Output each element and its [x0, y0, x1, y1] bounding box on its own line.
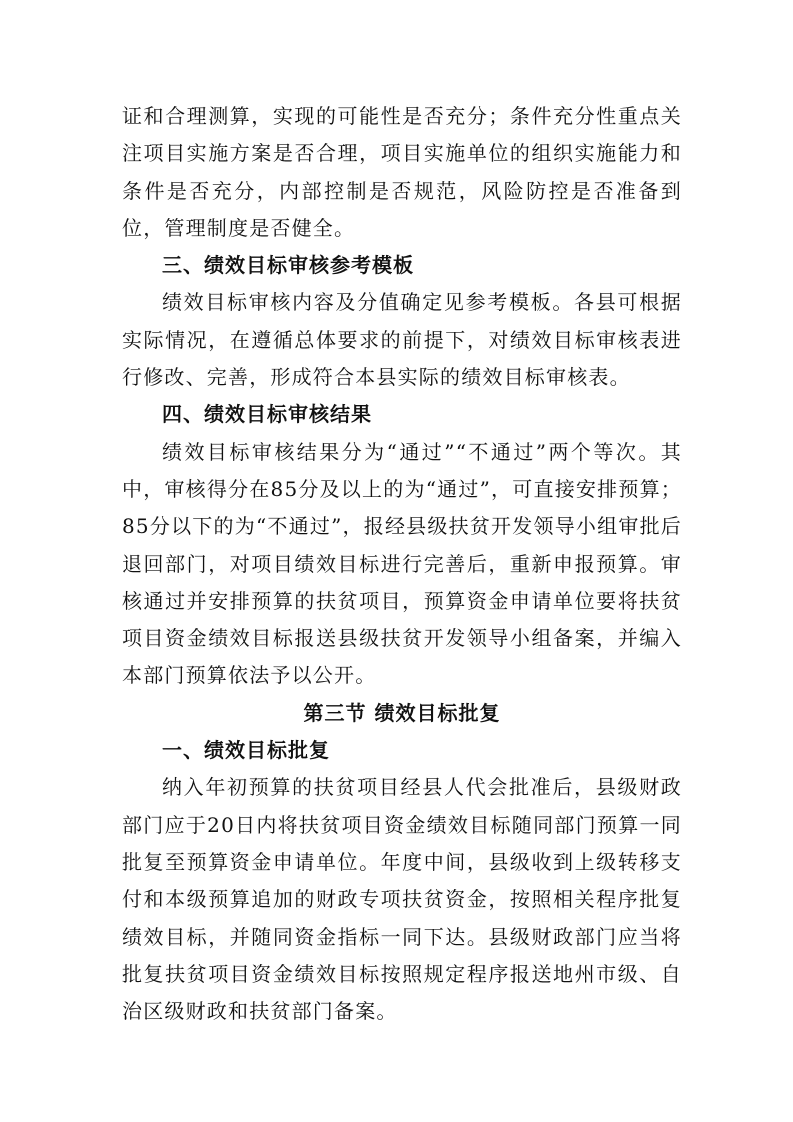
heading-review-template: 三、绩效目标审核参考模板 [162, 253, 414, 278]
document-page [122, 98, 682, 1030]
paragraph-continued: 证和合理测算，实现的可能性是否充分；条件充分性重点关注项目实施方案是否合理，项目实施单位的组织实施能力和条件是否充分，内部控制是否规范，风险防控是否准备到位，管理制度是否健全。 [122, 104, 682, 240]
paragraph-review-result: 绩效目标审核结果分为“通过”“不通过”两个等次。其中，审核得分在85分及以上的为“通过”，可直接安排预算；85分以下的为“不通过”，报经县级扶贫开发领导小组审批后退回部门，对项目绩效目标进行完善后，重新申报预算。审核通过并安排预算的扶贫项目，预算资金申请单位要将扶贫项目资金绩效目标报送县级扶贫开发领导小组备案，并编入本部门预算依法予以公开。 [122, 439, 682, 688]
heading-review-result: 四、绩效目标审核结果 [162, 402, 372, 427]
paragraph-target-approval: 纳入年初预算的扶贫项目经县人代会批准后，县级财政部门应于20日内将扶贫项目资金绩效目标随同部门预算一同批复至预算资金申请单位。年度中间，县级收到上级转移支付和本级预算追加的财政专项扶贫资金，按照相关程序批复绩效目标，并随同资金指标一同下达。县级财政部门应当将批复扶贫项目资金绩效目标按照规定程序报送地州市级、自治区级财政和扶贫部门备案。 [122, 775, 682, 1024]
section-title: 第三节 绩效目标批复 [303, 700, 501, 725]
heading-target-approval: 一、绩效目标批复 [162, 738, 330, 763]
paragraph-review-template: 绩效目标审核内容及分值确定见参考模板。各县可根据实际情况，在遵循总体要求的前提下，对绩效目标审核表进行修改、完善，形成符合本县实际的绩效目标审核表。 [122, 290, 682, 390]
